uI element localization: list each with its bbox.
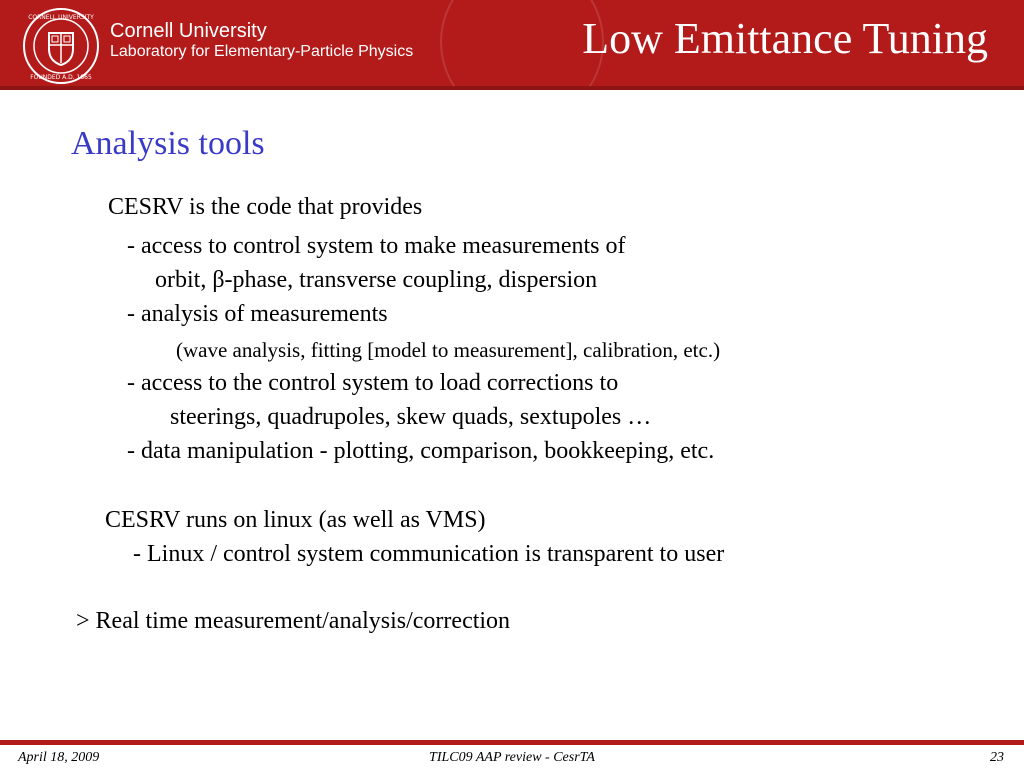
university-name: Cornell University [110,20,267,42]
page-number: 23 [990,750,1004,765]
body-line: - Linux / control system communication is transparent to user [133,541,725,567]
watermark-circle [440,0,604,90]
header-bottom-band [0,86,1024,90]
laboratory-name: Laboratory for Elementary-Particle Physics [110,43,414,60]
body-line: steerings, quadrupoles, skew quads, sextupoles … [170,404,652,430]
body-line: - access to control system to make measurements of [127,233,626,259]
body-line: (wave analysis, fitting [model to measurement], calibration, etc.) [176,338,721,362]
organization-name [110,20,413,62]
body-line: CESRV is the code that provides [108,194,423,220]
body-line: - access to the control system to load corrections to [127,370,619,396]
slide-title: Low Emittance Tuning [582,14,988,63]
svg-text:CORNELL UNIVERSITY: CORNELL UNIVERSITY [28,14,94,21]
section-title: Analysis tools [71,125,265,162]
svg-text:FOUNDED A.D. 1865: FOUNDED A.D. 1865 [30,74,92,81]
body-line: CESRV runs on linux (as well as VMS) [105,507,486,533]
body-line: orbit, β-phase, transverse coupling, dispersion [155,267,598,293]
body-line: > Real time measurement/analysis/correction [76,608,511,634]
body-line: - analysis of measurements [127,301,388,327]
footer-date: April 18, 2009 [18,750,100,765]
footer-rule [0,740,1024,745]
footer-event: TILC09 AAP review - CesrTA [429,750,595,765]
body-line: - data manipulation - plotting, comparison, bookkeeping, etc. [127,438,715,464]
cornell-seal-icon [22,7,100,85]
slide-header [0,0,1024,90]
